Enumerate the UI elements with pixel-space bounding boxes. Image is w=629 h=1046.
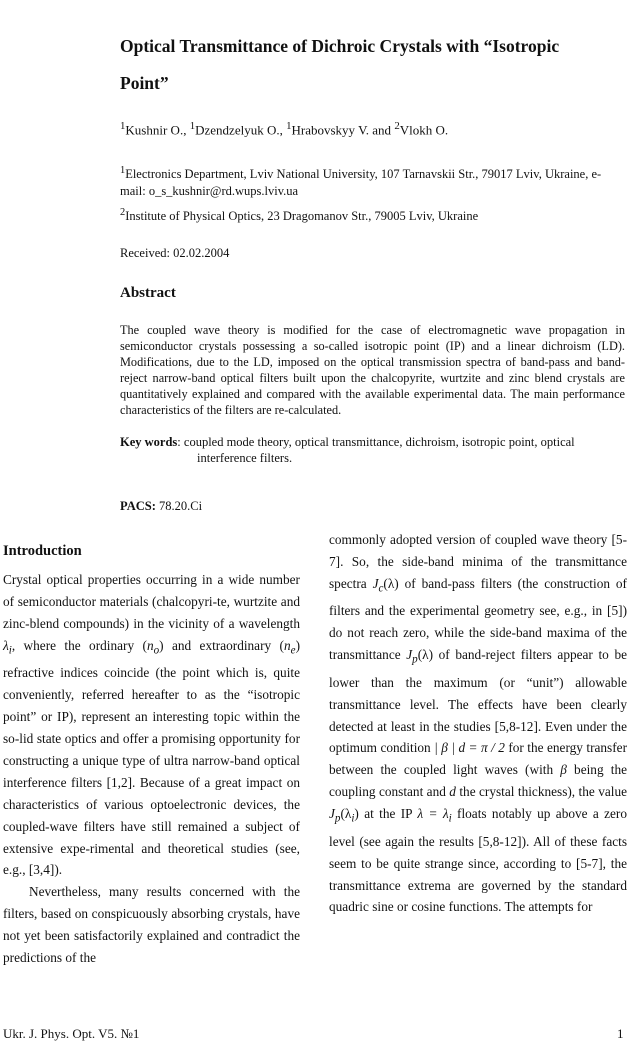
pacs — [120, 499, 202, 514]
pacs-label: PACS: — [120, 499, 156, 513]
affiliation-2-text: Institute of Physical Optics, 23 Dragomanov Str., 79005 Lviv, Ukraine — [125, 209, 479, 224]
paper-title: Optical Transmittance of Dichroic Crystals with “Isotropic Point” — [120, 36, 560, 93]
keywords-line-1: : coupled mode theory, optical transmittance, dichroism, isotropic point, optical — [177, 435, 575, 449]
intro-paragraph-2: Nevertheless, many results concerned with the filters, based on conspicuously absorbing crystals, have not yet been satisfactorily explained and contradict the predictions of the — [3, 884, 300, 966]
affiliation-2 — [120, 204, 625, 225]
author-1: Kushnir O., — [125, 122, 190, 138]
affiliation-1 — [120, 162, 625, 200]
author-3: Hrabovskyy V. and — [291, 122, 395, 138]
author-2-affil: 1 — [189, 120, 196, 132]
abstract-text: The coupled wave theory is modified for the case of electromagnetic wave propagation in semiconductor crystals possessing a so-called isotropic point (IP) and a linear dichroism (LD). Modifications, due to the LD, imposed on the optical transmission spectra of band-pass and band-reject narrow-band optical filters built upon the chalcopyrite, wurtzite and zinc blend crystals are quantitatively explained and compared with the available experimental data. The main performance characteristics of the filters are re-calculated. — [120, 323, 625, 417]
intro-heading: Introduction — [3, 543, 82, 559]
keywords-line-2: interference filters. — [197, 451, 293, 465]
left-column — [3, 540, 300, 969]
author-1-affil: 1 — [120, 120, 126, 132]
page-number: 1 — [617, 1026, 624, 1041]
right-column-paragraph: commonly adopted version of coupled wave theory [5-7]. So, the side-band minima of the transmittance spectra $J_c(\lambda)$ of band-pass filters (the construction of filters and the experimental geometry see, e.g., in [5]) do not reach zero, while the side-band maxima of the transmittance $J_p(\lambda)$ of band-reject filters appear to be lower than the maximum (or “unit”) allowable transmittance level. The effects have been clearly detected at least in the studies [5,8-12]. Even under the optimum condition | β | d = π / 2 for the energy transfer between the coupled light waves (with β being the coupling constant and d the crystal thickness), the value $J_p(\lambda_i)$ at the IP $\lambda = \lambda_i$ floats notably up above a zero level (see again the results [5,8-12]). All of these facts seem to be quite strange since, according to [5-7], the transmittance extrema are governed by the standard quadric sine or cosine functions. The attempts for — [329, 532, 628, 915]
keywords-label: Key words — [120, 435, 178, 449]
abstract-heading: Abstract — [120, 285, 176, 301]
author-2: Dzendzelyuk O., — [195, 122, 287, 138]
journal-footer: Ukr. J. Phys. Opt. V5. №1 — [3, 1026, 140, 1041]
affiliation-1-text: Electronics Department, Lviv National University, 107 Tarnavskii Str., 79017 Lviv, Ukraine, e-mail: o_s_kushnir@rd.wups.lviv.ua — [120, 167, 602, 199]
received-date: Received: 02.02.2004 — [120, 246, 230, 260]
pacs-value: 78.20.Ci — [155, 499, 203, 513]
author-4: Vlokh O. — [399, 122, 449, 138]
keywords — [120, 434, 625, 466]
affiliation-2-sup: 2 — [120, 207, 126, 218]
author-3-affil: 1 — [286, 120, 292, 132]
affiliation-1-sup: 1 — [120, 165, 126, 176]
right-column — [329, 529, 627, 918]
intro-paragraph-1: Crystal optical properties occurring in a wide number of semiconductor materials (chalcopyri-te, wurtzite and zinc-blend compounds) in the vicinity of a wavelength $\lambda_i$, where the ordinary $(n_o)$ and extraordinary $(n_e)$ refractive indices coincide (the point which is, quite conveniently, referred hereafter to as the “isotropic point” or IP), represent an interesting topic within the so-lid state optics and offer a promising opportunity for constructing a unique type of ultra narrow-band optical interference filters [1,2]. Because of a great impact on characteristics of various optoelectronic devices, the coupled-wave filters have still remained a subject of extensive expe-rimental and theoretical studies (see, e.g., [3,4]). — [3, 572, 300, 878]
author-4-affil: 2 — [394, 120, 400, 132]
author-list — [120, 120, 448, 138]
